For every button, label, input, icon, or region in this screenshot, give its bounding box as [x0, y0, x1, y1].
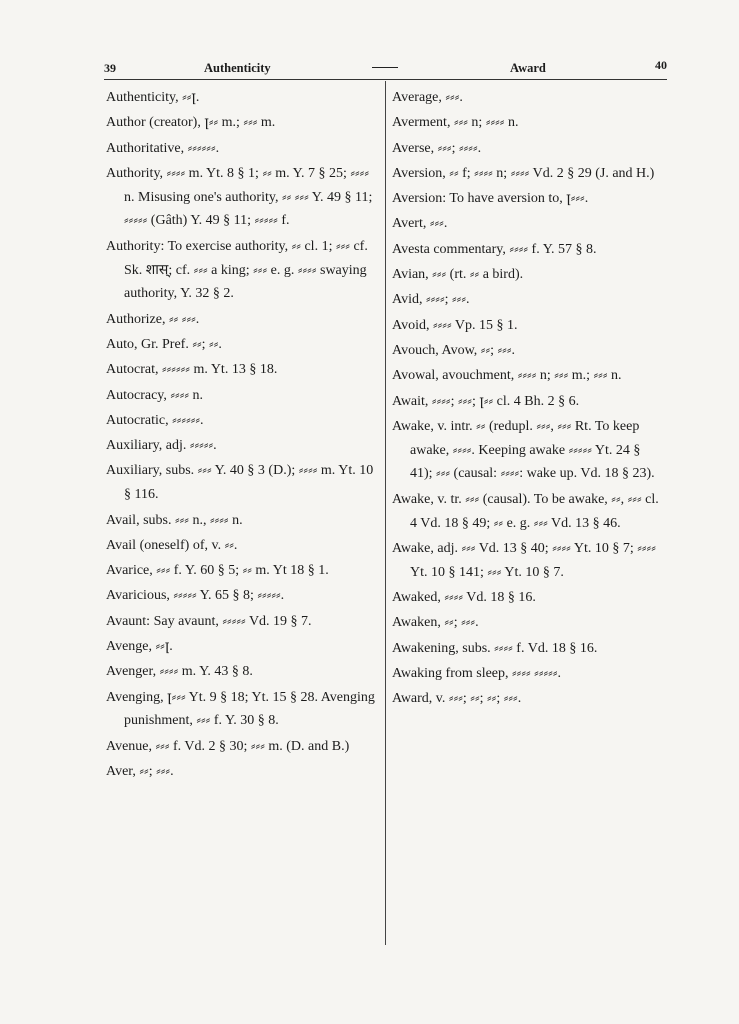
- entry-avarice: Avarice, ⸗⸗⸗ f. Y. 60 § 5; ⸗⸗ m. Yt 18 § 1.: [106, 563, 329, 579]
- entry-authority-exercise: Authority: To exercise authority, ⸗⸗ cl. 1; ⸗⸗⸗ cf. Sk. शास्; cf. ⸗⸗⸗ a king; ⸗⸗⸗ e. g. ⸗⸗⸗⸗ swaying authority, Y. 32 § 2.: [106, 238, 368, 302]
- page-header: [104, 55, 669, 79]
- header-rule: [104, 79, 667, 80]
- entry-aversion-have: Aversion: To have aversion to, ꞁ⸗⸗⸗.: [392, 191, 589, 207]
- entry-avail-oneself: Avail (oneself) of, v. ⸗⸗.: [106, 537, 238, 553]
- entry-avesta-commentary: Avesta commentary, ⸗⸗⸗⸗ f. Y. 57 § 8.: [392, 241, 597, 257]
- entry-awaken: Awaken, ⸗⸗; ⸗⸗⸗.: [392, 615, 479, 631]
- page-number-right: 40: [655, 58, 667, 72]
- entry-avian: Avian, ⸗⸗⸗ (rt. ⸗⸗ a bird).: [392, 267, 524, 283]
- page-number-left: 39: [104, 61, 116, 75]
- entry-avowal: Avowal, avouchment, ⸗⸗⸗⸗ n; ⸗⸗⸗ m.; ⸗⸗⸗ n.: [392, 368, 622, 384]
- entry-avail-subs: Avail, subs. ⸗⸗⸗ n., ⸗⸗⸗⸗ n.: [106, 512, 243, 528]
- entry-auxiliary-adj: Auxiliary, adj. ⸗⸗⸗⸗⸗.: [106, 438, 217, 454]
- entry-autocracy: Autocracy, ⸗⸗⸗⸗ n.: [106, 387, 204, 403]
- entry-await: Await, ⸗⸗⸗⸗; ⸗⸗⸗; ꞁ⸗⸗ cl. 4 Bh. 2 § 6.: [392, 393, 580, 409]
- entry-awake-tr: Awake, v. tr. ⸗⸗⸗ (causal). To be awake, ⸗⸗, ⸗⸗⸗ cl. 4 Vd. 18 § 49; ⸗⸗ e. g. ⸗⸗⸗ Vd. 13 § 46.: [392, 491, 659, 531]
- entry-authoritative: Authoritative, ⸗⸗⸗⸗⸗⸗.: [106, 140, 220, 156]
- entry-authenticity: Authenticity, ⸗⸗ꞁ.: [106, 90, 200, 105]
- entry-aver: Aver, ⸗⸗; ⸗⸗⸗.: [106, 764, 174, 780]
- entry-avoid: Avoid, ⸗⸗⸗⸗ Vp. 15 § 1.: [392, 317, 518, 333]
- entry-authorize: Authorize, ⸗⸗ ⸗⸗⸗.: [106, 311, 200, 327]
- entry-auto: Auto, Gr. Pref. ⸗⸗; ⸗⸗.: [106, 336, 222, 352]
- entry-autocratic: Autocratic, ⸗⸗⸗⸗⸗⸗.: [106, 412, 204, 428]
- column-divider: [385, 81, 386, 945]
- entry-authority: Authority, ⸗⸗⸗⸗ m. Yt. 8 § 1; ⸗⸗ m. Y. 7 § 25; ⸗⸗⸗⸗ n. Misusing one's authority, ⸗⸗ ⸗⸗⸗ Y. 49 § 11; ⸗⸗⸗⸗⸗ (Gâth) Y. 49 § 11; ⸗⸗⸗⸗⸗ f.: [106, 165, 373, 229]
- entry-averse: Averse, ⸗⸗⸗; ⸗⸗⸗⸗.: [392, 140, 482, 156]
- entry-avaricious: Avaricious, ⸗⸗⸗⸗⸗ Y. 65 § 8; ⸗⸗⸗⸗⸗.: [106, 588, 285, 604]
- left-column: [106, 86, 378, 785]
- entry-aversion: Aversion, ⸗⸗ f; ⸗⸗⸗⸗ n; ⸗⸗⸗⸗ Vd. 2 § 29 (J. and H.): [392, 165, 655, 181]
- entry-average: Average, ⸗⸗⸗.: [392, 90, 463, 105]
- entry-avaunt: Avaunt: Say avaunt, ⸗⸗⸗⸗⸗ Vd. 19 § 7.: [106, 613, 312, 629]
- entry-awake-adj: Awake, adj. ⸗⸗⸗ Vd. 13 § 40; ⸗⸗⸗⸗ Yt. 10 § 7; ⸗⸗⸗⸗ Yt. 10 § 141; ⸗⸗⸗ Yt. 10 § 7.: [392, 540, 656, 580]
- entry-avid: Avid, ⸗⸗⸗⸗; ⸗⸗⸗.: [392, 292, 470, 308]
- running-head-right: Award: [510, 61, 546, 75]
- entry-awaked: Awaked, ⸗⸗⸗⸗ Vd. 18 § 16.: [392, 589, 536, 605]
- entry-awake-intr: Awake, v. intr. ⸗⸗ (redupl. ⸗⸗⸗, ⸗⸗⸗ Rt. To keep awake, ⸗⸗⸗⸗. Keeping awake ⸗⸗⸗⸗⸗ Yt. 24 § 41); ⸗⸗⸗ (causal: ⸗⸗⸗⸗: wake up. Vd. 18 § 23).: [392, 418, 655, 482]
- entry-author: Author (creator), ꞁ⸗⸗ m.; ⸗⸗⸗ m.: [106, 115, 276, 131]
- entry-avouch: Avouch, Avow, ⸗⸗; ⸗⸗⸗.: [392, 342, 515, 358]
- entry-averment: Averment, ⸗⸗⸗ n; ⸗⸗⸗⸗ n.: [392, 115, 519, 131]
- entry-auxiliary-subs: Auxiliary, subs. ⸗⸗⸗ Y. 40 § 3 (D.); ⸗⸗⸗⸗ m. Yt. 10 § 116.: [106, 463, 374, 503]
- entry-avenue: Avenue, ⸗⸗⸗ f. Vd. 2 § 30; ⸗⸗⸗ m. (D. and B.): [106, 738, 350, 754]
- header-dash: [372, 67, 398, 68]
- entry-avert: Avert, ⸗⸗⸗.: [392, 216, 448, 232]
- entry-awakening: Awakening, subs. ⸗⸗⸗⸗ f. Vd. 18 § 16.: [392, 640, 598, 656]
- running-head-left: Authenticity: [204, 61, 271, 75]
- entry-awaking: Awaking from sleep, ⸗⸗⸗⸗ ⸗⸗⸗⸗⸗.: [392, 665, 561, 681]
- entry-award: Award, v. ⸗⸗⸗; ⸗⸗; ⸗⸗; ⸗⸗⸗.: [392, 691, 522, 707]
- entry-avenging: Avenging, ꞁ⸗⸗⸗ Yt. 9 § 18; Yt. 15 § 28. Avenging punishment, ⸗⸗⸗ f. Y. 30 § 8.: [106, 689, 375, 729]
- right-column: [392, 86, 666, 712]
- entry-autocrat: Autocrat, ⸗⸗⸗⸗⸗⸗ m. Yt. 13 § 18.: [106, 362, 278, 378]
- entry-avenge: Avenge, ⸗⸗ꞁ.: [106, 639, 173, 655]
- entry-avenger: Avenger, ⸗⸗⸗⸗ m. Y. 43 § 8.: [106, 664, 253, 680]
